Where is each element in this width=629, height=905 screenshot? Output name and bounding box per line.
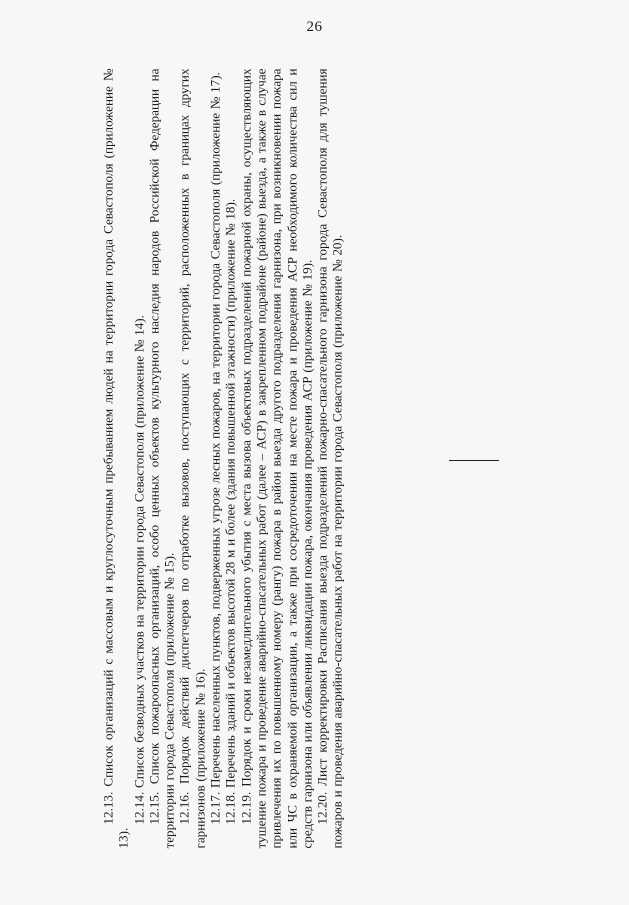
paragraph-12-19: 12.19. Порядок и сроки незамедлительного убытия с места вызова объектовых подразделений пожарной охраны, осуществляющих тушение пожара и проведение аварийно-спасательных работ (далее – АСР) в закрепленном подрайоне (районе) выезда, а также в случае привлечения их по повышенному номеру (рангу) пожара в район выезда другого подразделения гарнизона, при возникновении пожара или ЧС в охраняемой организации, а также при сосредоточении на месте пожара и проведения АСР необходимого количества сил и средств гарнизона или объявлении ликвидации пожара, окончания проведения АСР (приложение № 19). — [238, 68, 315, 849]
paragraph-12-15: 12.15. Список пожароопасных организаций, особо ценных объектов культурного наследия народов Российской Федерации на территории города Севастополя (приложение № 15). — [146, 68, 177, 849]
separator-line — [449, 460, 499, 461]
paragraph-12-20: 12.20. Лист корректировки Расписания выезда подразделений пожарно-спасательного гарнизона города Севастополя для тушения пожаров и проведения аварийно-спасательных работ на территории города Севастополя (приложение № 20). — [314, 68, 345, 849]
paragraph-12-18: 12.18. Перечень зданий и объектов высотой 28 м и более (здания повышенной этажности) (приложение № 18). — [222, 198, 238, 825]
paragraph-12-16: 12.16. Порядок действий диспетчеров по отработке вызовов, поступающих с территорий, расположенных в границах других гарнизонов (приложение № 16). — [176, 68, 208, 849]
page-number: 26 — [306, 19, 323, 35]
paragraph-12-13: 12.13. Список организаций с массовым и круглосуточным пребыванием людей на территории города Севастополя (приложение № 13). — [100, 68, 131, 849]
paragraph-12-14: 12.14. Список безводных участков на территории города Севастополя (приложение № 14). — [131, 315, 147, 825]
rotated-text-block — [101, 69, 396, 849]
paragraph-12-17: 12.17. Перечень населенных пунктов, подверженных угрозе лесных пожаров, на территории города Севастополя (приложение № 17). — [207, 72, 223, 825]
